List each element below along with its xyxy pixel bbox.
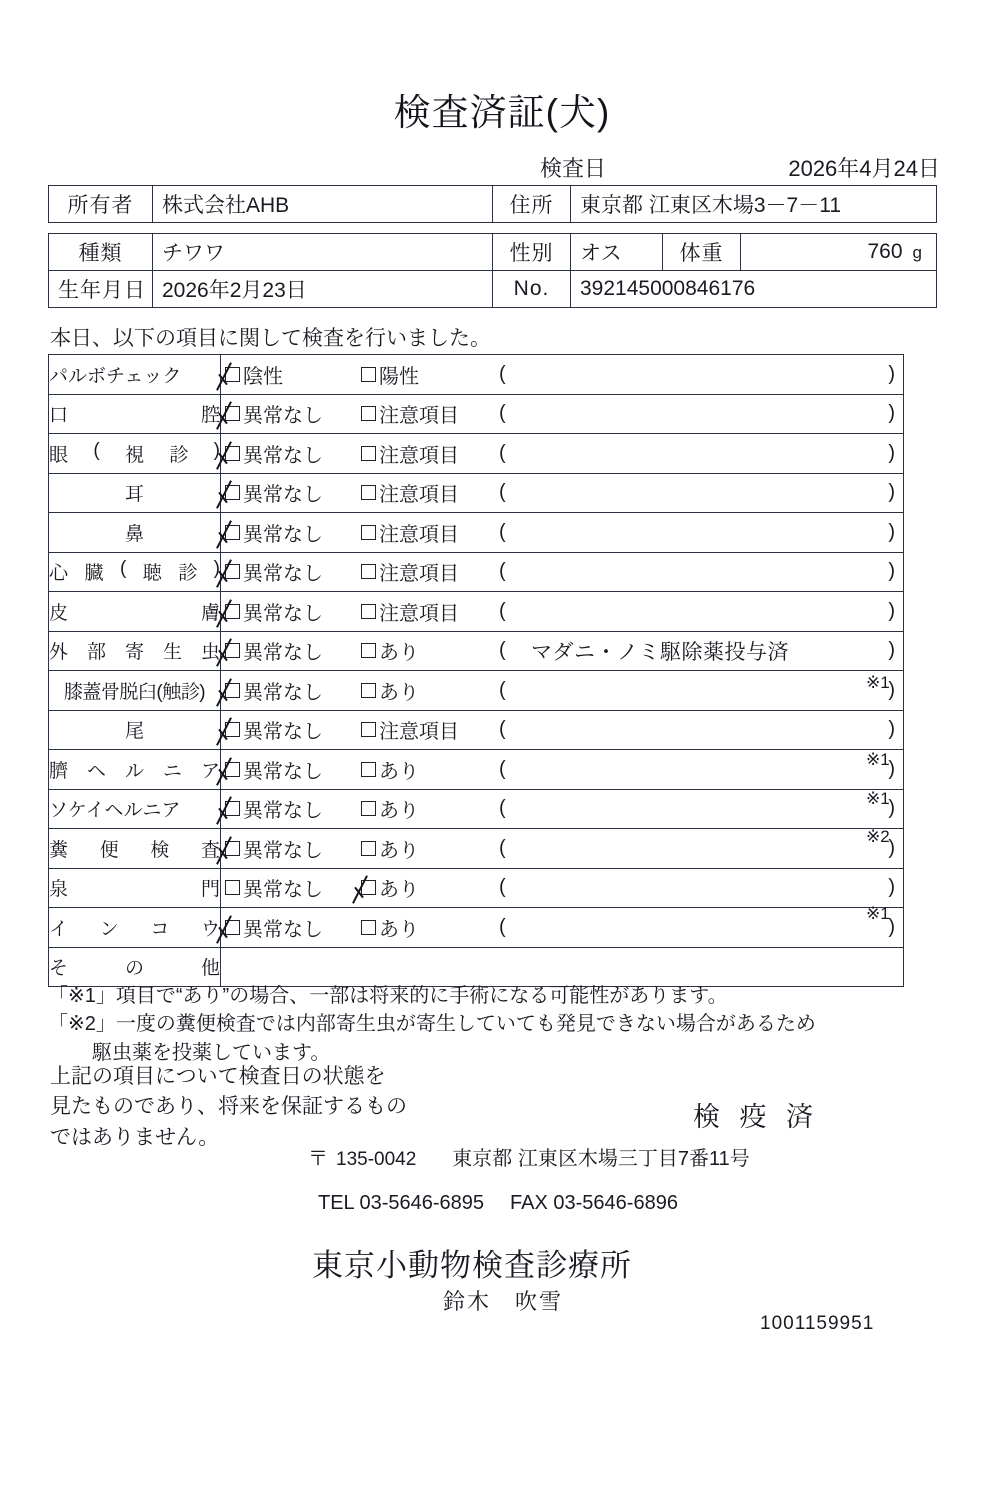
- checkbox-option-label: 陽性: [379, 365, 419, 388]
- checkbox-option-label: あり: [379, 681, 419, 704]
- checklist-row: [49, 592, 904, 632]
- remark-paren-close: ): [888, 797, 895, 820]
- checkbox-option-label: 異常なし: [243, 602, 323, 625]
- checkbox-option-2[interactable]: [361, 395, 459, 434]
- checklist-row: [49, 789, 904, 829]
- inspection-checklist-table: [48, 354, 904, 987]
- remark-paren-open: (: [499, 402, 506, 425]
- disclaimer-line-3: ではありません。: [50, 1125, 220, 1149]
- checkbox-option-2[interactable]: [361, 632, 419, 671]
- remark-paren-close: ): [888, 560, 895, 583]
- reference-number: 1001159951: [760, 1313, 875, 1334]
- checklist-item-options: [221, 908, 904, 948]
- checkbox-option-1[interactable]: [225, 671, 323, 710]
- checklist-row: [49, 631, 904, 671]
- checkbox-option-label: 異常なし: [243, 444, 323, 467]
- checkbox-icon[interactable]: [361, 446, 376, 461]
- birth-value: 2026年2月23日: [153, 271, 493, 308]
- checklist-item-options: [221, 394, 904, 434]
- animal-info-table: [48, 233, 937, 308]
- checkbox-option-label: 異常なし: [243, 642, 323, 665]
- weight-value-cell: [741, 234, 937, 271]
- checklist-item-label: 臍 ヘ ル ニ ア: [49, 750, 221, 790]
- checkbox-option-label: 注意項目: [379, 721, 459, 744]
- checkbox-option-label: 注意項目: [379, 563, 459, 586]
- checklist-item-label: 眼 ( 視 診 ): [49, 434, 221, 474]
- postal-mark-icon: 〒: [308, 1148, 328, 1170]
- remark-paren-close: ): [888, 757, 895, 780]
- remark-paren-open: (: [499, 836, 506, 859]
- checklist-item-options: [221, 473, 904, 513]
- table-row: [49, 186, 937, 223]
- quarantine-stamp: 検 疫 済: [693, 1102, 820, 1132]
- checkbox-option-2[interactable]: [361, 711, 459, 750]
- checklist-item-label: 尾: [49, 710, 221, 750]
- checkbox-icon[interactable]: [361, 485, 376, 500]
- checkbox-option-label: 異常なし: [243, 405, 323, 428]
- footnote-marker: ※1: [866, 750, 890, 769]
- remark-paren-close: ): [888, 876, 895, 899]
- checkbox-option-1[interactable]: [225, 869, 323, 908]
- checklist-row: [49, 434, 904, 474]
- disclaimer: [50, 1062, 470, 1153]
- checkbox-option-2[interactable]: [361, 790, 419, 829]
- weight-value: 760: [867, 240, 903, 263]
- checkbox-icon[interactable]: [361, 367, 376, 382]
- checklist-row: [49, 394, 904, 434]
- checkbox-option-label: 異常なし: [243, 721, 323, 744]
- checkbox-option-2[interactable]: [361, 869, 419, 908]
- remark-paren-open: (: [499, 915, 506, 938]
- address-value: 東京都 江東区木場3－7－11: [571, 186, 937, 223]
- checkbox-option-1[interactable]: [225, 592, 323, 631]
- checked-checkbox-icon[interactable]: [225, 446, 240, 461]
- checkbox-icon[interactable]: [361, 683, 376, 698]
- checklist-row: [49, 710, 904, 750]
- remark-paren-close: ): [888, 718, 895, 741]
- checklist-item-options: [221, 947, 904, 987]
- checklist-item-label: 口 腔: [49, 394, 221, 434]
- birth-label: 生年月日: [49, 271, 153, 308]
- footnote-2: 「※2」一度の糞便検査では内部寄生虫が寄生していても発見できない場合があるため: [48, 1013, 816, 1036]
- checkbox-option-1[interactable]: [225, 395, 323, 434]
- intro-sentence: 本日、以下の項目に関して検査を行いました。: [50, 327, 491, 350]
- checkbox-option-label: 異常なし: [243, 839, 323, 862]
- remark-paren-open: (: [499, 441, 506, 464]
- remark-paren-close: ): [888, 362, 895, 385]
- remark-paren-close: ): [888, 441, 895, 464]
- footnote-marker: ※1: [866, 904, 890, 923]
- checklist-item-label: ソケイヘルニア: [49, 789, 221, 829]
- checkbox-option-label: 注意項目: [379, 405, 459, 428]
- remark-paren-open: (: [499, 678, 506, 701]
- footnote-marker: ※1: [866, 673, 890, 692]
- checkbox-option-1[interactable]: [225, 750, 323, 789]
- checkbox-option-label: 異常なし: [243, 681, 323, 704]
- checkbox-option-2[interactable]: [361, 750, 419, 789]
- checkbox-option-label: 異常なし: [243, 563, 323, 586]
- checkbox-option-1[interactable]: [225, 553, 323, 592]
- checked-checkbox-icon[interactable]: [225, 801, 240, 816]
- checklist-row: [49, 473, 904, 513]
- remark-paren-open: (: [499, 599, 506, 622]
- veterinarian-name: 鈴木 吹雪: [443, 1289, 564, 1314]
- checked-checkbox-icon[interactable]: [225, 485, 240, 500]
- checkbox-option-label: 注意項目: [379, 523, 459, 546]
- checkbox-option-1[interactable]: [225, 632, 323, 671]
- clinic-name: 東京小動物検査診療所: [312, 1248, 632, 1283]
- checkbox-icon[interactable]: [225, 880, 240, 895]
- checked-checkbox-icon[interactable]: [225, 920, 240, 935]
- checkbox-icon[interactable]: [361, 525, 376, 540]
- checklist-item-options: [221, 552, 904, 592]
- checkbox-option-label: 異常なし: [243, 918, 323, 941]
- checkbox-option-1[interactable]: [225, 355, 283, 394]
- checklist-item-options: [221, 631, 904, 671]
- checkbox-option-label: 異常なし: [243, 484, 323, 507]
- inspection-date-label: 検査日: [540, 156, 607, 181]
- remark-paren-open: (: [499, 560, 506, 583]
- checkbox-icon[interactable]: [361, 841, 376, 856]
- checklist-item-options: [221, 789, 904, 829]
- clinic-fax: FAX 03-5646-6896: [510, 1192, 678, 1214]
- checklist-item-label: 外 部 寄 生 虫: [49, 631, 221, 671]
- checkbox-option-label: 陰性: [243, 365, 283, 388]
- clinic-contact-line: [318, 1192, 678, 1215]
- remark-paren-open: (: [499, 520, 506, 543]
- checkbox-option-1[interactable]: [225, 434, 323, 473]
- checklist-item-options: [221, 355, 904, 395]
- inspection-date-value: 2026年4月24日: [788, 156, 940, 181]
- checkbox-option-label: 異常なし: [243, 879, 323, 902]
- checkbox-option-label: 注意項目: [379, 602, 459, 625]
- footnote-3: 駆虫薬を投薬しています。: [92, 1041, 331, 1064]
- checkbox-option-2[interactable]: [361, 513, 459, 552]
- checkbox-icon[interactable]: [361, 762, 376, 777]
- breed-label: 種類: [49, 234, 153, 271]
- checkbox-option-2[interactable]: [361, 671, 419, 710]
- remark-paren-open: (: [499, 876, 506, 899]
- checkbox-option-2[interactable]: [361, 355, 419, 394]
- checkbox-icon[interactable]: [361, 564, 376, 579]
- clinic-zip: 135-0042: [336, 1149, 417, 1170]
- page-title: 検査済証(犬): [393, 92, 611, 133]
- breed-value: チワワ: [153, 234, 493, 271]
- checked-checkbox-icon[interactable]: [361, 880, 376, 895]
- checklist-item-options: [221, 434, 904, 474]
- footnote-marker: ※2: [866, 827, 890, 846]
- checkbox-option-label: 異常なし: [243, 760, 323, 783]
- checkbox-icon[interactable]: [361, 406, 376, 421]
- checklist-item-options: [221, 868, 904, 908]
- checklist-item-label: 泉 門: [49, 868, 221, 908]
- checkbox-option-2[interactable]: [361, 553, 459, 592]
- remark-paren-close: ): [888, 520, 895, 543]
- checkbox-option-2[interactable]: [361, 829, 419, 868]
- footnotes: [48, 982, 948, 1067]
- address-label: 住所: [493, 186, 571, 223]
- remark-paren-close: ): [888, 599, 895, 622]
- remark-paren-close: ): [888, 915, 895, 938]
- disclaimer-line-2: 見たものであり、将来を保証するもの: [50, 1095, 407, 1119]
- checkbox-option-label: あり: [379, 642, 419, 665]
- footnote-marker: ※1: [866, 788, 890, 808]
- checkbox-option-label: 異常なし: [243, 800, 323, 823]
- checked-checkbox-icon[interactable]: [225, 564, 240, 579]
- checkbox-option-label: あり: [379, 918, 419, 941]
- checked-checkbox-icon[interactable]: [225, 683, 240, 698]
- checked-checkbox-icon[interactable]: [225, 643, 240, 658]
- checklist-row: [49, 552, 904, 592]
- owner-label: 所有者: [49, 186, 153, 223]
- checklist-item-label: 耳: [49, 473, 221, 513]
- remark-paren-close: ): [888, 481, 895, 504]
- checkbox-option-label: あり: [379, 879, 419, 902]
- checkbox-option-label: 注意項目: [379, 444, 459, 467]
- checkbox-option-2[interactable]: [361, 434, 459, 473]
- checkbox-icon[interactable]: [361, 604, 376, 619]
- remark-paren-open: (: [499, 639, 506, 662]
- registration-no-label: No.: [493, 271, 571, 308]
- checkbox-option-2[interactable]: [361, 474, 459, 513]
- inspection-date-row: [540, 152, 940, 182]
- sex-label: 性別: [493, 234, 571, 271]
- checkbox-icon[interactable]: [361, 920, 376, 935]
- weight-unit: g: [912, 243, 922, 262]
- table-row: [49, 234, 937, 271]
- checkbox-icon[interactable]: [361, 801, 376, 816]
- checklist-row: [49, 355, 904, 395]
- checklist-item-options: [221, 750, 904, 790]
- checklist-item-label: 心 臓 ( 聴 診 ): [49, 552, 221, 592]
- registration-no-value: 392145000846176: [571, 271, 937, 308]
- checklist-item-label: 皮 膚: [49, 592, 221, 632]
- checkbox-option-label: あり: [379, 760, 419, 783]
- checklist-row: [49, 908, 904, 948]
- checked-checkbox-icon[interactable]: [225, 604, 240, 619]
- checkbox-option-2[interactable]: [361, 592, 459, 631]
- checkbox-option-label: あり: [379, 800, 419, 823]
- checklist-item-label: そ の 他: [49, 947, 221, 987]
- checkbox-option-label: 注意項目: [379, 484, 459, 507]
- weight-label: 体重: [663, 234, 741, 271]
- remark-paren-close: ): [888, 402, 895, 425]
- checkbox-option-1[interactable]: [225, 829, 323, 868]
- checkbox-option-1[interactable]: [225, 474, 323, 513]
- footnote-1: 「※1」項目で“あり”の場合、一部は将来的に手術になる可能性があります。: [48, 985, 728, 1007]
- checkbox-option-1[interactable]: [225, 513, 323, 552]
- owner-table: [48, 185, 937, 223]
- checkbox-icon[interactable]: [361, 722, 376, 737]
- clinic-address-line: [308, 1142, 750, 1171]
- checklist-row: [49, 868, 904, 908]
- checklist-row: [49, 750, 904, 790]
- checked-checkbox-icon[interactable]: [225, 762, 240, 777]
- checklist-item-options: [221, 592, 904, 632]
- remark-paren-open: (: [499, 481, 506, 504]
- checkbox-option-1[interactable]: [225, 908, 323, 947]
- remark-paren-close: ): [888, 836, 895, 859]
- disclaimer-line-1: 上記の項目について検査日の状態を: [50, 1065, 386, 1088]
- remark-paren-open: (: [499, 757, 506, 780]
- checked-checkbox-icon[interactable]: [225, 406, 240, 421]
- checkbox-option-label: 異常なし: [243, 523, 323, 546]
- remark-paren-open: (: [499, 797, 506, 820]
- sex-value: オス: [571, 234, 663, 271]
- checklist-item-label: イ ン コ ウ: [49, 908, 221, 948]
- remark-paren-open: (: [499, 718, 506, 741]
- checklist-item-label: パルボチェック: [49, 355, 221, 395]
- checklist-row: [49, 671, 904, 711]
- remark-note-text: マダニ・ノミ駆除薬投与済: [531, 640, 789, 664]
- checkbox-option-label: あり: [379, 839, 419, 862]
- checklist-item-options: [221, 513, 904, 553]
- remark-paren-close: ): [888, 639, 895, 662]
- checklist-item-options: [221, 829, 904, 869]
- clinic-address: 東京都 江東区木場三丁目7番11号: [452, 1148, 750, 1170]
- checked-checkbox-icon[interactable]: [225, 722, 240, 737]
- checkbox-option-1[interactable]: [225, 711, 323, 750]
- checkbox-icon[interactable]: [361, 643, 376, 658]
- remark-paren-close: ): [888, 678, 895, 701]
- checklist-row: [49, 513, 904, 553]
- checklist-row: [49, 829, 904, 869]
- clinic-tel: TEL 03-5646-6895: [318, 1192, 485, 1214]
- checklist-row: [49, 947, 904, 987]
- checklist-item-options: [221, 671, 904, 711]
- checkbox-option-1[interactable]: [225, 790, 323, 829]
- checklist-item-label: 膝蓋骨脱臼(触診): [49, 671, 221, 711]
- owner-value: 株式会社AHB: [153, 186, 493, 223]
- remark-paren-open: (: [499, 362, 506, 385]
- checklist-item-options: [221, 710, 904, 750]
- checked-checkbox-icon[interactable]: [225, 367, 240, 382]
- checked-checkbox-icon[interactable]: [225, 525, 240, 540]
- checkbox-option-2[interactable]: [361, 908, 419, 947]
- checklist-item-label: 糞 便 検 査: [49, 829, 221, 869]
- checked-checkbox-icon[interactable]: [225, 841, 240, 856]
- table-row: [49, 271, 937, 308]
- checklist-item-label: 鼻: [49, 513, 221, 553]
